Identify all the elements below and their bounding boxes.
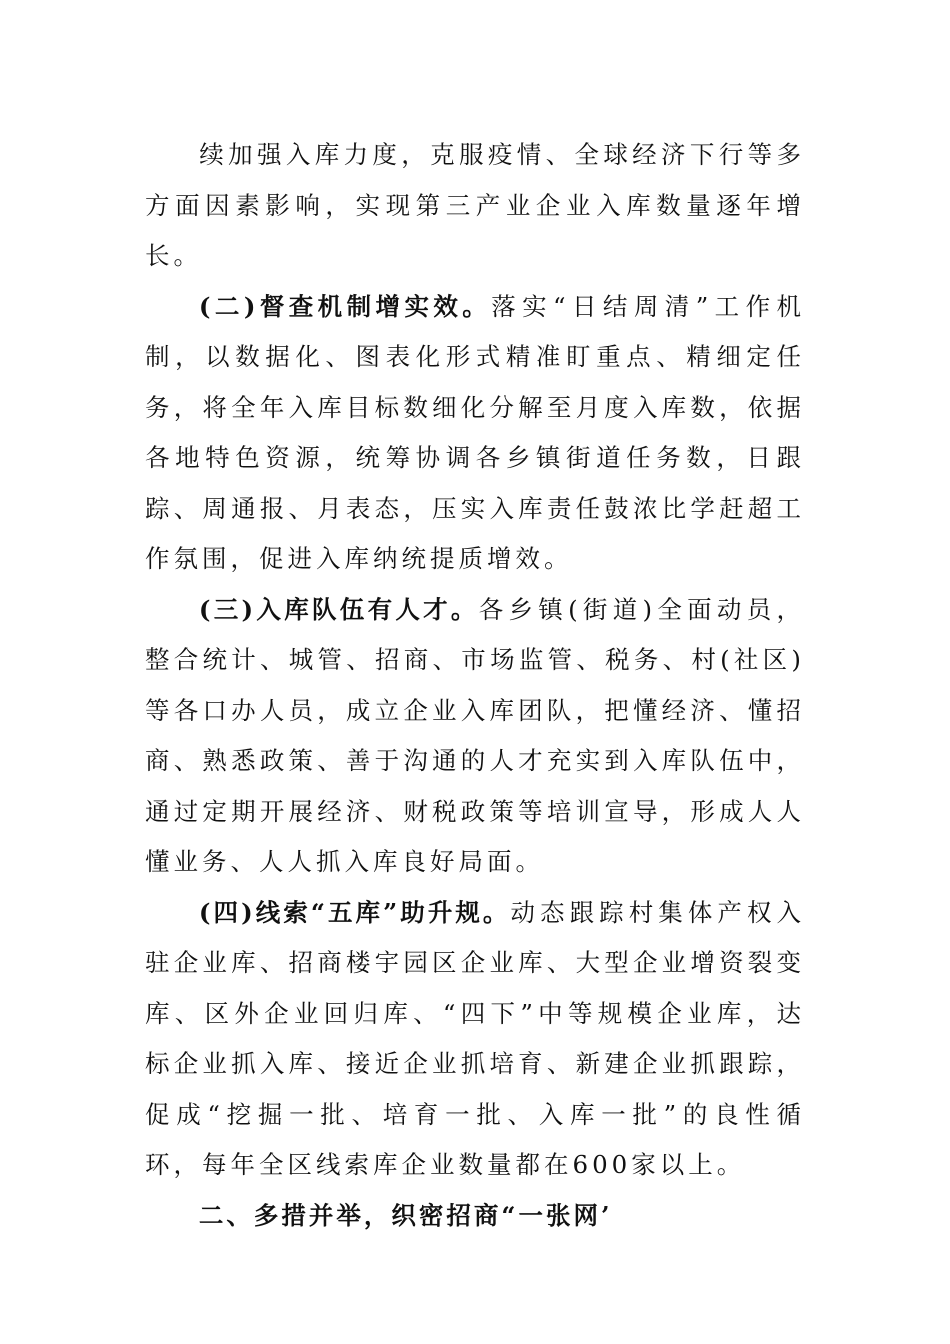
- paragraph-supervision: [145, 282, 805, 585]
- paragraph-clue-library: [145, 888, 805, 1191]
- paragraph-4-body: 动态跟踪村集体产权入驻企业库、招商楼宇园区企业库、大型企业增资裂变库、区外企业回归库、“四下”中等规模企业库，达标企业抓入库、接近企业抓培育、新建企业抓跟踪，促成“挖掘一批、培育一批、入库一批”的良性循环，每年全区线索库企业数量都在600家以上。: [145, 897, 806, 1179]
- paragraph-3-lead: (三)入库队伍有人才。: [198, 594, 479, 624]
- paragraph-team: [145, 585, 805, 888]
- paragraph-2-body: 落实“日结周清”工作机制，以数据化、图表化形式精准盯重点、精细定任务，将全年入库目标数细化分解至月度入库数，依据各地特色资源，统筹协调各乡镇街道任务数，日跟踪、周通报、月表态，压实入库责任鼓浓比学赶超工作氛围，促进入库纳统提质增效。: [145, 291, 805, 573]
- section-heading: 二、多措并举，织密招商“一张网’: [198, 1200, 613, 1230]
- paragraph-continuation: [145, 130, 805, 282]
- paragraph-2-lead: (二)督查机制增实效。: [198, 291, 492, 321]
- paragraph-4-lead: (四)线索“五库”助升规。: [198, 897, 511, 927]
- paragraph-1-body: 续加强入库力度，克服疫情、全球经济下行等多方面因素影响，实现第三产业企业入库数量逐年增长。: [145, 140, 805, 270]
- paragraph-3-body: 各乡镇(街道)全面动员，整合统计、城管、招商、市场监管、税务、村(社区)等各口办人员，成立企业入库团队，把懂经济、懂招商、熟悉政策、善于沟通的人才充实到入库队伍中，通过定期开展经济、财税政策等培训宣导，形成人人懂业务、人人抓入库良好局面。: [145, 594, 805, 876]
